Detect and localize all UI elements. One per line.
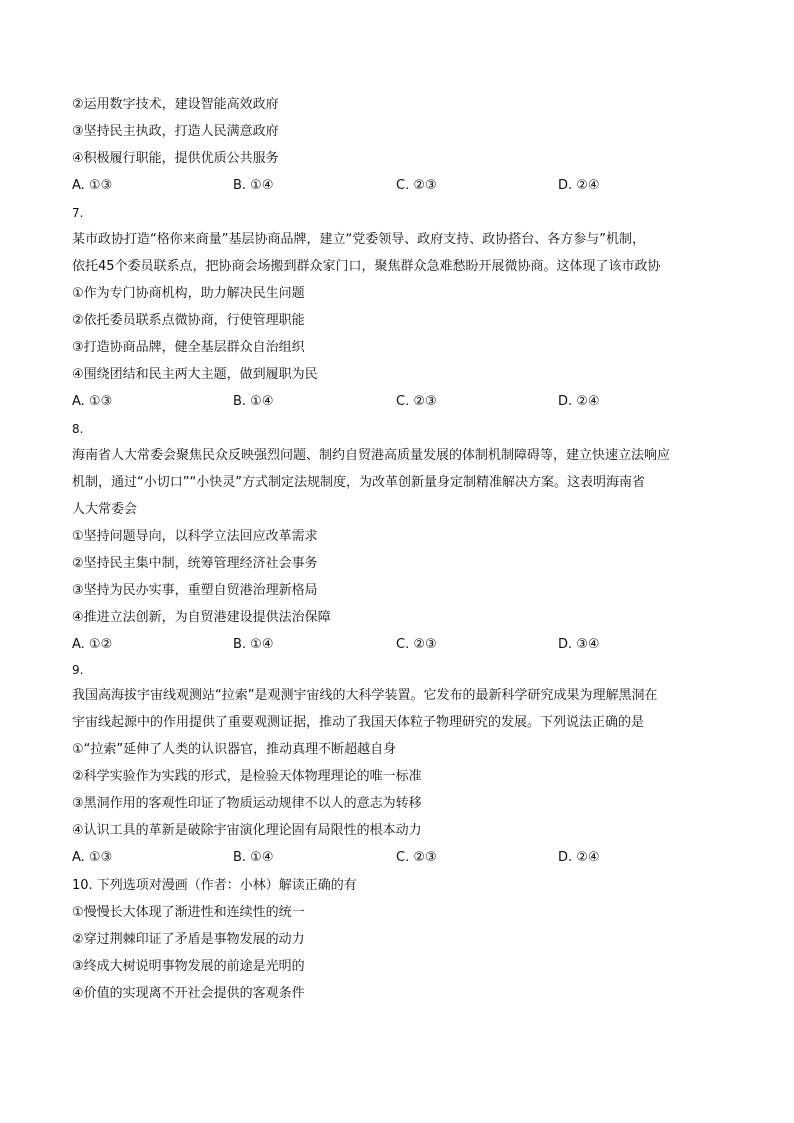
q8-stem-line-1: 海南省人大常委会聚焦民众反映强烈问题、制约自贸港高质量发展的体制机制障碍等，建立快速立法响应 — [72, 448, 671, 463]
q8-option-a[interactable]: A. ①② — [72, 637, 113, 652]
q9-option-c[interactable]: C. ②③ — [396, 850, 437, 865]
q8-statement-3: ③坚持为民办实事，重塑自贸港治理新格局 — [72, 583, 318, 598]
q9-options — [72, 849, 722, 867]
q6-options — [72, 177, 722, 195]
q6-option-b[interactable]: B. ①④ — [233, 178, 274, 193]
q8-statement-4: ④推进立法创新，为自贸港建设提供法治保障 — [72, 610, 331, 625]
q8-number: 8. — [72, 422, 84, 436]
q9-option-b[interactable]: B. ①④ — [233, 850, 274, 865]
q7-statement-3: ③打造协商品牌，健全基层群众自治组织 — [72, 340, 305, 355]
q6-option-c[interactable]: C. ②③ — [396, 178, 437, 193]
q7-option-d[interactable]: D. ②④ — [558, 394, 600, 409]
q6-option-d[interactable]: D. ②④ — [558, 178, 600, 193]
q9-number: 9. — [72, 663, 84, 677]
q10-stem: 10. 下列选项对漫画（作者：小林）解读正确的有 — [72, 878, 357, 893]
q9-option-d[interactable]: D. ②④ — [558, 850, 600, 865]
q6-statement-4: ④积极履行职能，提供优质公共服务 — [72, 151, 279, 166]
q7-stem-line-2: 依托45个委员联系点，把协商会场搬到群众家门口，聚焦群众急难愁盼开展微协商。这体现了该市政协 — [72, 259, 661, 274]
q10-statement-1: ①慢慢长大体现了渐进性和连续性的统一 — [72, 905, 305, 920]
q7-option-c[interactable]: C. ②③ — [396, 394, 437, 409]
q8-statement-1: ①坚持问题导向，以科学立法回应改革需求 — [72, 529, 318, 544]
q8-stem-line-2: 机制，通过“小切口”“小快灵”方式制定法规制度，为改革创新量身定制精准解决方案。这表明海南省 — [72, 475, 645, 490]
q7-options — [72, 393, 722, 411]
q7-stem-line-1: 某市政协打造“格你来商量”基层协商品牌，建立“党委领导、政府支持、政协搭台、各方参与”机制， — [72, 232, 645, 247]
q9-option-a[interactable]: A. ①③ — [72, 850, 113, 865]
q7-option-b[interactable]: B. ①④ — [233, 394, 274, 409]
q6-option-a[interactable]: A. ①③ — [72, 178, 113, 193]
q9-stem-line-1: 我国高海拔宇宙线观测站“拉索”是观测宇宙线的大科学装置。它发布的最新科学研究成果为理解黑洞在 — [72, 688, 658, 703]
q9-stem-line-2: 宇宙线起源中的作用提供了重要观测证据，推动了我国天体粒子物理研究的发展。下列说法正确的是 — [72, 715, 645, 730]
q8-options — [72, 636, 722, 654]
q8-statement-2: ②坚持民主集中制，统筹管理经济社会事务 — [72, 556, 318, 571]
q8-stem-line-3: 人大常委会 — [72, 502, 138, 517]
q7-statement-2: ②依托委员联系点微协商，行使管理职能 — [72, 313, 305, 328]
q6-statement-2: ②运用数字技术，建设智能高效政府 — [72, 97, 279, 112]
q7-statement-1: ①作为专门协商机构，助力解决民生问题 — [72, 286, 305, 301]
q8-option-c[interactable]: C. ②③ — [396, 637, 437, 652]
q7-statement-4: ④围绕团结和民主两大主题，做到履职为民 — [72, 367, 318, 382]
q9-statement-3: ③黑洞作用的客观性印证了物质运动规律不以人的意志为转移 — [72, 796, 422, 811]
q9-statement-4: ④认识工具的革新是破除宇宙演化理论固有局限性的根本动力 — [72, 823, 422, 838]
q6-statement-3: ③坚持民主执政，打造人民满意政府 — [72, 124, 279, 139]
q8-option-d[interactable]: D. ③④ — [558, 637, 600, 652]
q9-statement-1: ①“拉索”延伸了人类的认识器官，推动真理不断超越自身 — [72, 742, 397, 757]
q9-statement-2: ②科学实验作为实践的形式，是检验天体物理理论的唯一标准 — [72, 769, 422, 784]
q10-statement-2: ②穿过荆棘印证了矛盾是事物发展的动力 — [72, 932, 305, 947]
q10-statement-3: ③终成大树说明事物发展的前途是光明的 — [72, 959, 305, 974]
q8-option-b[interactable]: B. ①④ — [233, 637, 274, 652]
q7-number: 7. — [72, 206, 84, 220]
q7-option-a[interactable]: A. ①③ — [72, 394, 113, 409]
q10-statement-4: ④价值的实现离不开社会提供的客观条件 — [72, 986, 305, 1001]
